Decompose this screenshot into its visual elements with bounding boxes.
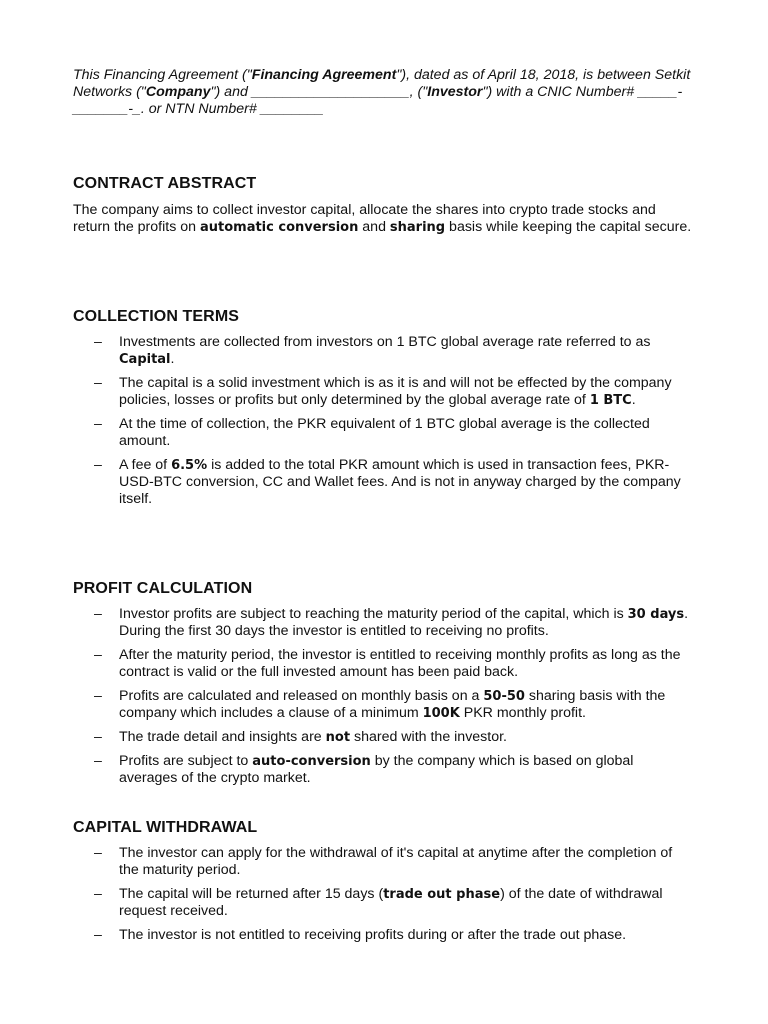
- list-item: [73, 927, 693, 944]
- dash-marker: –: [94, 753, 102, 769]
- profit-calculation-heading: PROFIT CALCULATION: [73, 580, 253, 597]
- dash-marker: –: [94, 375, 102, 391]
- capital-withdrawal-heading: CAPITAL WITHDRAWAL: [73, 819, 258, 836]
- dash-marker: –: [94, 647, 102, 663]
- dash-marker: –: [94, 886, 102, 902]
- list-item: [73, 753, 693, 787]
- paragraph-bold: automatic conversion: [199, 220, 359, 235]
- dash-marker: –: [94, 416, 102, 432]
- item-text: PKR monthly profit.: [459, 705, 586, 721]
- item-bold: 100K: [422, 706, 460, 721]
- list-item: [73, 729, 693, 746]
- item-text: is added to the total PKR amount which is used in transaction fees, PKR-USD-BTC conversion, CC and Wallet fees. And is not in anyway charged by the company itself.: [119, 457, 681, 507]
- item-text: sharing basis with the company which includes a clause of a minimum: [119, 688, 666, 721]
- item-text: The capital will be returned after 15 days (: [119, 886, 384, 902]
- dash-marker: –: [94, 334, 102, 350]
- list-item: [73, 688, 693, 722]
- collection-terms-heading: COLLECTION TERMS: [73, 308, 240, 325]
- item-text: .: [170, 351, 175, 367]
- dash-marker: –: [94, 729, 102, 745]
- item-text: . During the first 30 days the investor is entitled to receiving no profits.: [119, 606, 689, 639]
- dash-marker: –: [94, 845, 102, 861]
- intro-bold: Investor: [427, 84, 483, 101]
- paragraph-text: basis while keeping the capital secure.: [445, 219, 692, 235]
- item-text: Investor profits are subject to reaching the maturity period of the capital, which is: [119, 606, 628, 622]
- list-item: [73, 334, 693, 368]
- intro-bold: Company: [145, 84, 211, 101]
- list-item: [73, 375, 693, 409]
- item-text: .: [631, 392, 636, 408]
- profit-calculation-list: [73, 606, 693, 794]
- item-text: by the company which is based on global averages of the crypto market.: [119, 753, 634, 786]
- list-item: [73, 457, 693, 508]
- contract-abstract-heading: CONTRACT ABSTRACT: [73, 175, 257, 192]
- intro-text: ") with a CNIC Number# _____-_______-_. or NTN Number# ________: [73, 84, 683, 118]
- paragraph-text: and: [358, 219, 390, 235]
- paragraph-text: The company aims to collect investor capital, allocate the shares into crypto trade stocks and return the profits on: [73, 202, 656, 235]
- item-bold: not: [325, 730, 351, 745]
- dash-marker: –: [94, 688, 102, 704]
- item-text: Profits are calculated and released on monthly basis on a: [119, 688, 484, 704]
- list-item: [73, 606, 693, 640]
- item-bold: auto-conversion: [252, 754, 371, 769]
- intro-text: "), dated as of April 18, 2018, is between Setkit Networks (": [73, 67, 691, 101]
- list-item: [73, 416, 693, 450]
- intro-bold: Financing Agreement: [251, 67, 397, 83]
- list-item: [73, 886, 693, 920]
- item-text: Investments are collected from investors on 1 BTC global average rate referred to as: [119, 334, 651, 350]
- item-text: After the maturity period, the investor is entitled to receiving monthly profits as long as the contract is valid or the full invested amount has been paid back.: [119, 647, 681, 680]
- item-bold: 1 BTC: [589, 393, 632, 408]
- item-bold: 6.5%: [171, 458, 208, 473]
- item-text: The investor can apply for the withdrawal of it's capital at anytime after the completion of the maturity period.: [119, 845, 673, 878]
- item-bold: 30 days: [627, 607, 685, 622]
- intro-paragraph: [73, 67, 713, 119]
- dash-marker: –: [94, 927, 102, 943]
- intro-text: ") and ____________________, (": [210, 84, 428, 101]
- item-text: shared with the investor.: [350, 729, 507, 745]
- list-item: [73, 647, 693, 681]
- item-text: At the time of collection, the PKR equivalent of 1 BTC global average is the collected amount.: [119, 416, 650, 449]
- collection-terms-list: [73, 334, 693, 515]
- item-bold: Capital: [119, 352, 171, 367]
- item-text: The trade detail and insights are: [119, 729, 326, 745]
- paragraph-bold: sharing: [389, 220, 446, 235]
- item-text: The capital is a solid investment which is as it is and will not be effected by the company policies, losses or profits but only determined by the global average rate of: [119, 375, 672, 408]
- intro-text: This Financing Agreement (": [73, 67, 252, 83]
- item-text: A fee of: [119, 457, 172, 473]
- item-text: The investor is not entitled to receiving profits during or after the trade out phase.: [119, 927, 627, 943]
- list-item: [73, 845, 693, 879]
- item-bold: 50-50: [483, 689, 525, 704]
- dash-marker: –: [94, 457, 102, 473]
- item-text: Profits are subject to: [119, 753, 253, 769]
- item-text: ) of the date of withdrawal request received.: [119, 886, 663, 919]
- item-bold: trade out phase: [383, 887, 501, 902]
- dash-marker: –: [94, 606, 102, 622]
- contract-abstract-paragraph: [73, 202, 693, 236]
- capital-withdrawal-list: [73, 845, 693, 951]
